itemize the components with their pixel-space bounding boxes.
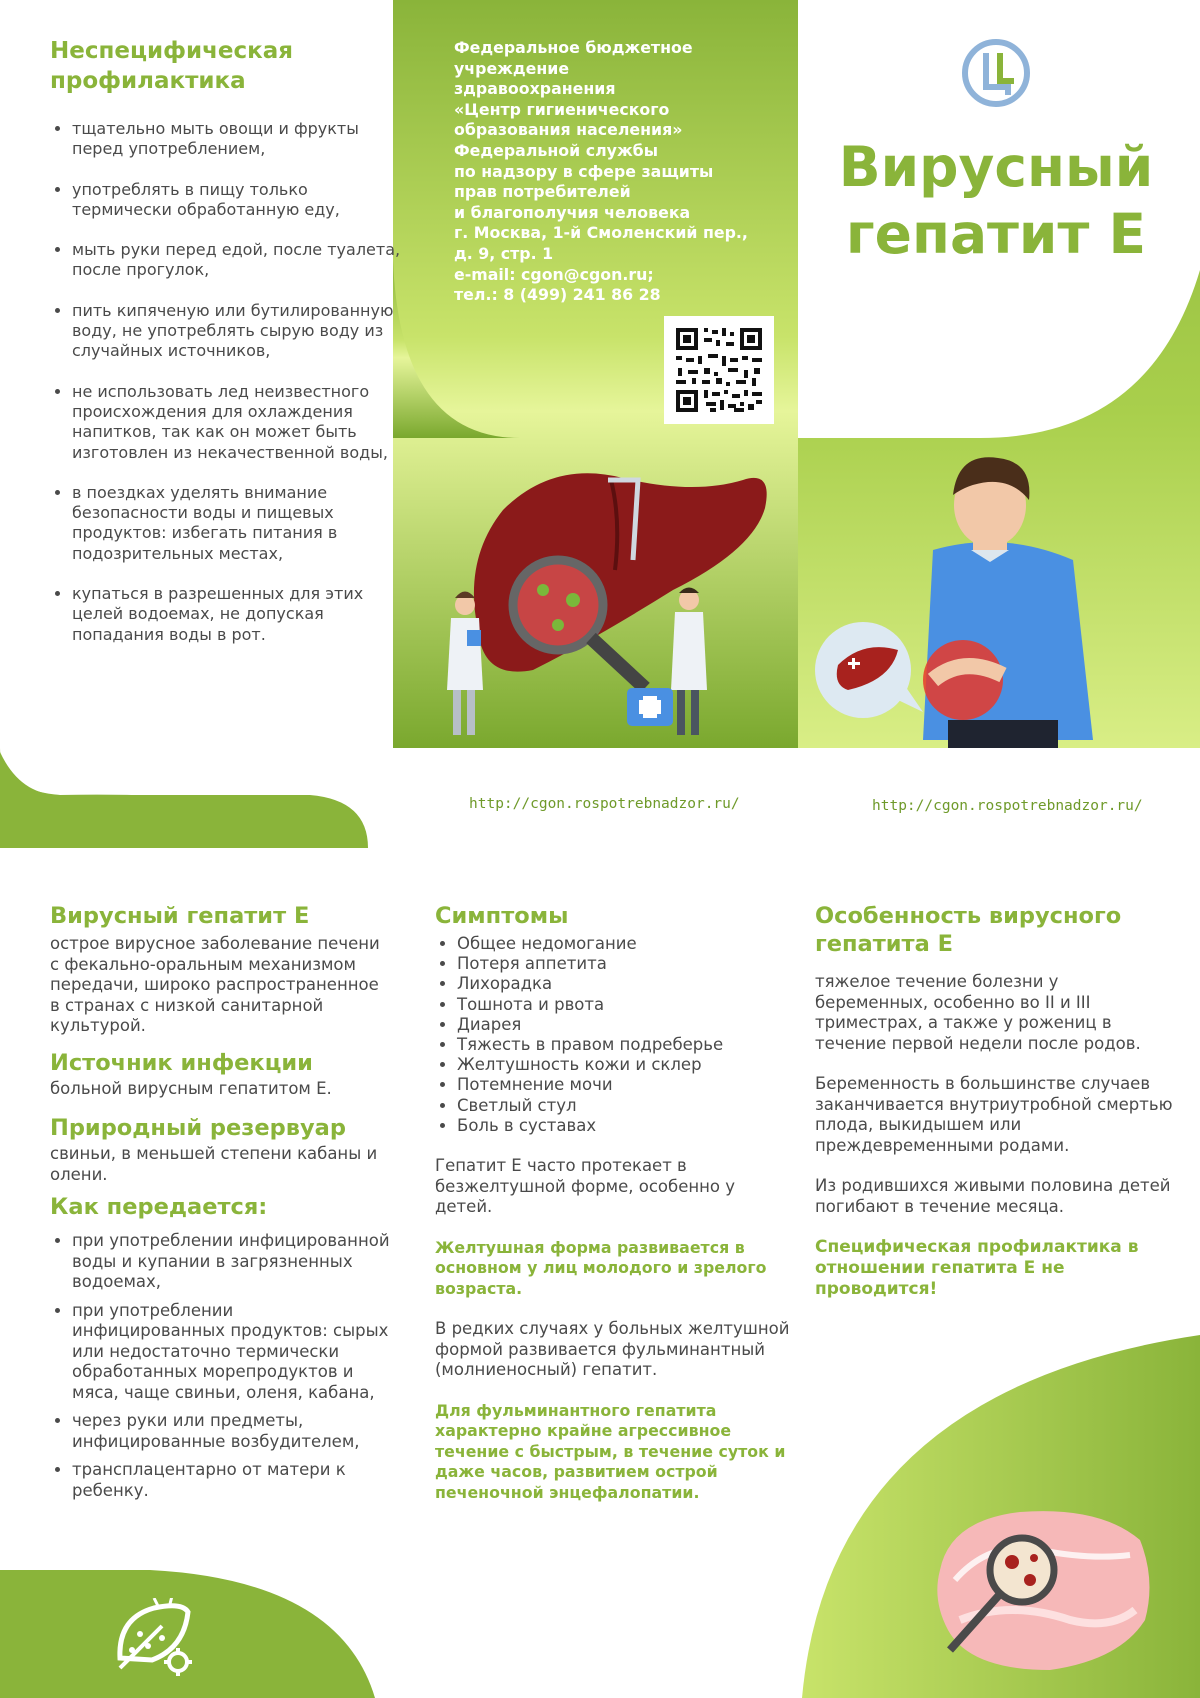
list-item: • Диарея: [457, 1015, 795, 1035]
liver-bubble-icon: [815, 622, 923, 718]
info-line: Федеральной службы: [454, 140, 658, 160]
title-line: гепатит Е: [845, 202, 1147, 266]
virus-leaf-icon: [112, 1598, 196, 1678]
organization-info: [454, 38, 774, 306]
prevention-list: [50, 119, 402, 665]
reservoir-text: свиньи, в меньшей степени кабаны и олени.: [50, 1144, 378, 1184]
highlight-text: Специфическая профилактика в отношении гепатита Е не проводится!: [815, 1237, 1139, 1299]
illustration-liver-doctors: [393, 440, 1200, 748]
column-features: [815, 902, 1175, 1300]
liver-image: [474, 473, 767, 671]
info-phone: тел.: 8 (499) 241 86 28: [454, 285, 661, 305]
info-line: учреждение: [454, 58, 570, 78]
section-heading: Источник инфекции: [50, 1049, 313, 1076]
list-item: • Светлый стул: [457, 1096, 795, 1116]
info-line: образования населения»: [454, 120, 683, 140]
newborn-text: Из родившихся живыми половина детей погибают в течение месяца.: [815, 1176, 1171, 1216]
info-line: и благополучия человека: [454, 202, 691, 222]
list-item: • не использовать лед неизвестного происхождения для охлаждения напитков, так как он может быть изготовлен из некачественной воды,: [72, 382, 402, 463]
list-item: • купаться в разрешенных для этих целей водоемах, не допуская попадания воды в рот.: [72, 584, 402, 645]
highlight-text: Желтушная форма развивается в основном у лиц молодого и зрелого возраста.: [435, 1237, 767, 1298]
list-item: • через руки или предметы, инфицированные возбудителем,: [72, 1411, 390, 1452]
list-item: • Потемнение мочи: [457, 1075, 795, 1095]
doctor-right-icon: [671, 588, 707, 736]
cgon-logo: [960, 37, 1032, 113]
info-line: Федеральное бюджетное: [454, 38, 693, 57]
info-line: прав потребителей: [454, 182, 631, 202]
list-item: • Боль в суставах: [457, 1116, 795, 1136]
section-heading: Вирусный гепатит Е: [50, 903, 310, 929]
website-link[interactable]: http://cgon.rospotrebnadzor.ru/: [872, 798, 1143, 814]
source-text: больной вирусным гепатитом Е.: [50, 1078, 332, 1098]
info-line: г. Москва, 1-й Смоленский пер.,: [454, 223, 748, 243]
symptoms-list: [435, 934, 795, 1136]
fulminant-text: В редких случаях у больных желтушной формой развивается фульминантный (молниеносный) гепатит.: [435, 1319, 790, 1380]
list-item: • при употреблении инфицированной воды и купании в загрязненных водоемах,: [72, 1231, 390, 1293]
anicteric-text: Гепатит Е часто протекает в безжелтушной форме, особенно у детей.: [435, 1156, 736, 1217]
list-item: • пить кипяченую или бутилированную воду, не употреблять сырую воду из случайных источников,: [72, 301, 402, 362]
info-line: по надзору в сфере защиты: [454, 161, 714, 181]
pregnancy-outcome-text: Беременность в большинстве случаев заканчивается внутриутробной смертью плода, выкидышем или преждевременными родами.: [815, 1074, 1173, 1155]
info-email[interactable]: e-mail: cgon@cgon.ru;: [454, 264, 654, 284]
meat-magnifier-icon: [930, 1500, 1160, 1680]
list-item: • Лихорадка: [457, 974, 795, 994]
first-aid-kit-icon: [627, 688, 673, 726]
magnifier-icon: [513, 560, 603, 650]
section-heading: Особенность вирусного гепатита Е: [815, 903, 1122, 957]
title-line: Вирусный: [838, 135, 1154, 199]
page-title: [796, 134, 1196, 268]
qr-code: [664, 316, 774, 424]
definition-text: острое вирусное заболевание печени с фекально-оральным механизмом передачи, широко распространенное в странах с низкой санитарной культурой.: [50, 934, 380, 1035]
list-item: • Общее недомогание: [457, 934, 795, 954]
section-heading: Как передается:: [50, 1194, 268, 1220]
info-line: «Центр гигиенического: [454, 99, 670, 119]
highlight-text: Для фульминантного гепатита характерно крайне агрессивное течение с быстрым, в течение суток и даже часов, развитием острой печеночной энцефалопатии.: [435, 1400, 786, 1502]
list-item: • употреблять в пищу только термически обработанную еду,: [72, 180, 402, 221]
list-item: • тщательно мыть овощи и фрукты перед употреблением,: [72, 119, 402, 160]
list-item: • Тяжесть в правом подреберье: [457, 1035, 795, 1055]
man-illustration: [923, 457, 1093, 748]
prevention-title: Неспецифическая профилактика: [50, 38, 293, 94]
list-item: • при употреблении инфицированных продуктов: сырых или недостаточно термически обработанных морепродуктов и мяса, чаще свиньи, оленя, кабана,: [72, 1301, 390, 1404]
list-item: • в поездках уделять внимание безопасности воды и пищевых продуктов: избегать питания в подозрительных местах,: [72, 483, 402, 564]
list-item: • Желтушность кожи и склер: [457, 1055, 795, 1075]
list-item: • мыть руки перед едой, после туалета, после прогулок,: [72, 240, 402, 281]
section-heading: Природный резервуар: [50, 1115, 346, 1141]
pregnancy-text: тяжелое течение болезни у беременных, особенно во II и III триместрах, а также у рожениц в течение первой недели после родов.: [815, 972, 1141, 1053]
list-item: • трансплацентарно от матери к ребенку.: [72, 1460, 390, 1501]
list-item: • Тошнота и рвота: [457, 995, 795, 1015]
website-link[interactable]: http://cgon.rospotrebnadzor.ru/: [469, 796, 740, 812]
section-heading: Симптомы: [435, 903, 569, 929]
info-line: д. 9, стр. 1: [454, 243, 554, 263]
list-item: • Потеря аппетита: [457, 954, 795, 974]
info-line: здравоохранения: [454, 79, 616, 99]
column-definition: [50, 902, 390, 1509]
transmission-list: [50, 1231, 390, 1501]
column-symptoms: [435, 902, 795, 1503]
